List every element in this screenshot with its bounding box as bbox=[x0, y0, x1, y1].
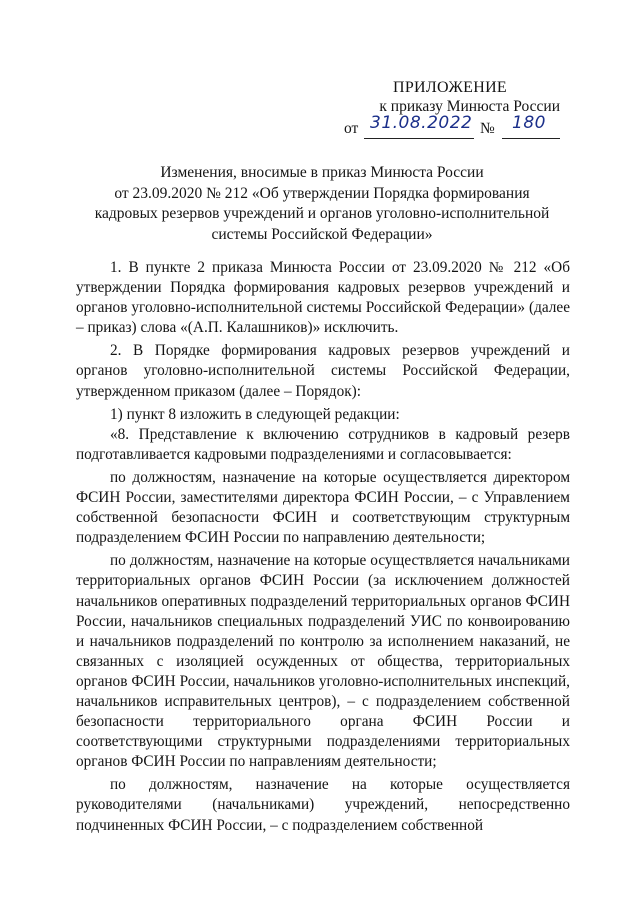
paragraph-6: по должностям, назначение на которые осуществляется начальниками территориальных органов ФСИН России (за исключением должностей начальников оперативных подразделений территориальных органов ФСИН России, начальников специальных подразделений УИС по конвоированию и начальников подразделений по контролю за исполнением наказаний, не связанных с изоляцией осужденных от общества, территориальных органов ФСИН России, начальников уголовно-исполнительных инспекций, начальников исправительных центров), – с подразделением собственной безопасности территориального органа ФСИН России и соответствующими структурными подразделениями территориальных органов ФСИН России по направлениям деятельности; bbox=[76, 552, 570, 771]
number-underline bbox=[502, 138, 560, 139]
appendix-date-number-line bbox=[340, 113, 560, 139]
handwritten-date: 31.08.2022 bbox=[370, 113, 473, 133]
number-label: № bbox=[480, 120, 495, 137]
paragraph-5: по должностям, назначение на которые осуществляется директором ФСИН России, заместителями директора ФСИН России, – с Управлением собственной безопасности ФСИН и соответствующим структурным подразделением ФСИН России по направлению деятельности; bbox=[76, 468, 570, 547]
handwritten-number: 180 bbox=[512, 113, 546, 133]
document-title bbox=[92, 163, 552, 245]
paragraph-3: 1) пункт 8 изложить в следующей редакции: bbox=[110, 405, 400, 423]
title-line: системы Российской Федерации» bbox=[211, 225, 433, 243]
title-line: Изменения, вносимые в приказ Минюста России bbox=[160, 164, 484, 181]
paragraph-7: по должностям, назначение на которые осуществляется руководителями (начальниками) учреждений, непосредственно подчиненных ФСИН России, – с подразделением собственной bbox=[76, 776, 570, 834]
paragraph-2: 2. В Порядке формирования кадровых резервов учреждений и органов уголовно-исполнительной системы Российской Федерации, утвержденном приказом (далее – Порядок): bbox=[76, 342, 570, 400]
appendix-header bbox=[340, 78, 560, 139]
paragraph-1: 1. В пункте 2 приказа Минюста России от 23.09.2020 № 212 «Об утверждении Порядка формирования кадровых резервов учреждений и органов уголовно-исполнительной системы Российской Федерации» (далее – приказ) слова «(А.П. Калашников)» исключить. bbox=[76, 259, 570, 337]
appendix-title: ПРИЛОЖЕНИЕ bbox=[392, 79, 507, 96]
date-underline bbox=[364, 138, 474, 139]
title-line: кадровых резервов учреждений и органов уголовно-исполнительной bbox=[94, 205, 550, 222]
paragraph-4: «8. Представление к включению сотрудников в кадровый резерв подготавливается кадровыми подразделениями и согласовывается: bbox=[76, 425, 570, 463]
document-body bbox=[76, 258, 570, 839]
date-label: от bbox=[344, 120, 359, 137]
title-line: от 23.09.2020 № 212 «Об утверждении Порядка формирования bbox=[114, 184, 530, 202]
appendix-order-ref: к приказу Минюста России bbox=[379, 98, 560, 115]
